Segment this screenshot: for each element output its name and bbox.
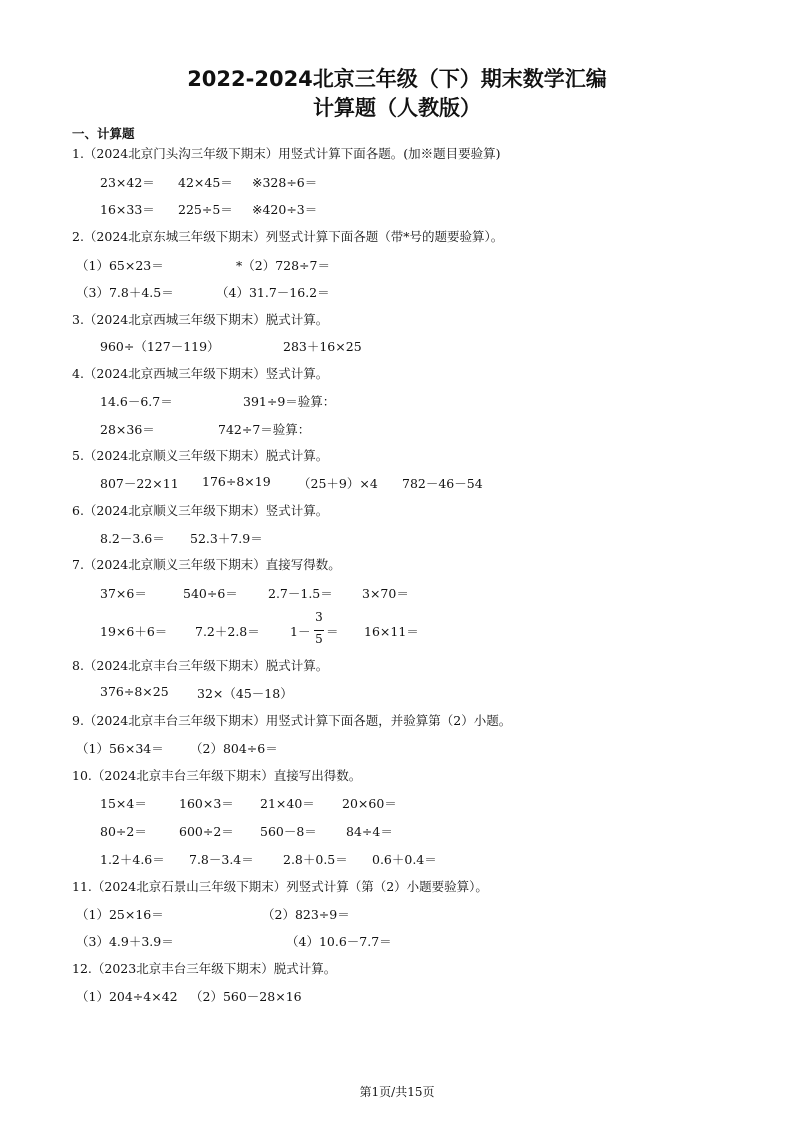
math-item: 84÷4＝	[346, 824, 393, 839]
math-item: 8.2－3.6＝	[100, 531, 165, 546]
math-item: 376÷8×25	[100, 684, 169, 699]
math-item: 80÷2＝	[100, 824, 147, 839]
math-item: （4）31.7－16.2＝	[216, 285, 330, 300]
math-item: 32×（45－18）	[197, 686, 293, 701]
math-item: 37×6＝	[100, 586, 147, 601]
math-item: 16×11＝	[364, 624, 419, 639]
question-stem: 11.（2024北京石景山三年级下期末）列竖式计算（第（2）小题要验算）。	[72, 879, 488, 894]
math-item: 391÷9＝验算：	[243, 394, 336, 409]
math-item: 7.8－3.4＝	[189, 852, 254, 867]
document-subtitle: 计算题（人教版）	[313, 96, 481, 120]
math-item: （2）804÷6＝	[190, 741, 278, 756]
math-item: 21×40＝	[260, 796, 315, 811]
math-item: （25＋9）×4	[298, 476, 378, 491]
question-stem: 9.（2024北京丰台三年级下期末）用竖式计算下面各题，并验算第（2）小题。	[72, 713, 512, 728]
math-item: 2.8＋0.5＝	[283, 852, 348, 867]
fraction-numerator: 3	[315, 610, 323, 624]
question-stem: 6.（2024北京顺义三年级下期末）竖式计算。	[72, 503, 329, 518]
math-item: （3）4.9＋3.9＝	[76, 934, 174, 949]
math-item: 7.2＋2.8＝	[195, 624, 260, 639]
math-item: （2）560－28×16	[190, 989, 302, 1004]
math-item: 1.2＋4.6＝	[100, 852, 165, 867]
page-footer: 第1页/共15页	[359, 1085, 435, 1099]
math-item: *（2）728÷7＝	[236, 258, 330, 273]
question-stem: 1.（2024北京门头沟三年级下期末）用竖式计算下面各题。(加※题目要验算)	[72, 146, 501, 161]
math-item: 176÷8×19	[202, 474, 271, 489]
math-item: 23×42＝	[100, 175, 155, 190]
math-item: 742÷7＝验算：	[218, 422, 311, 437]
question-stem: 3.（2024北京西城三年级下期末）脱式计算。	[72, 312, 329, 327]
math-item: （1）25×16＝	[76, 907, 164, 922]
question-stem: 10.（2024北京丰台三年级下期末）直接写出得数。	[72, 768, 362, 783]
math-item: 28×36＝	[100, 422, 155, 437]
math-item: （1）56×34＝	[76, 741, 164, 756]
math-item: 3×70＝	[362, 586, 409, 601]
math-item: （1）204÷4×42	[76, 989, 178, 1004]
math-item: （3）7.8＋4.5＝	[76, 285, 174, 300]
math-item: 0.6＋0.4＝	[372, 852, 437, 867]
document-title: 2022-2024北京三年级（下）期末数学汇编	[187, 67, 607, 91]
math-item: 160×3＝	[179, 796, 234, 811]
math-item: 16×33＝	[100, 202, 155, 217]
math-item: 600÷2＝	[179, 824, 234, 839]
math-item: （4）10.6－7.7＝	[286, 934, 392, 949]
math-item: 807－22×11	[100, 476, 179, 491]
math-item: ※420÷3＝	[252, 202, 318, 217]
math-item: ※328÷6＝	[252, 175, 318, 190]
question-stem: 12.（2023北京丰台三年级下期末）脱式计算。	[72, 961, 337, 976]
math-item: 2.7－1.5＝	[268, 586, 333, 601]
question-stem: 2.（2024北京东城三年级下期末）列竖式计算下面各题（带*号的题要验算）。	[72, 229, 504, 244]
math-item: 283＋16×25	[283, 339, 362, 354]
math-item: 960÷（127－119）	[100, 339, 220, 354]
math-item: 20×60＝	[342, 796, 397, 811]
fraction-bar	[314, 630, 324, 631]
fraction-denominator: 5	[315, 632, 323, 646]
question-stem: 7.（2024北京顺义三年级下期末）直接写得数。	[72, 557, 341, 572]
question-stem: 8.（2024北京丰台三年级下期末）脱式计算。	[72, 658, 329, 673]
math-item: 42×45＝	[178, 175, 233, 190]
math-item: 52.3＋7.9＝	[190, 531, 263, 546]
math-item: 540÷6＝	[183, 586, 238, 601]
math-item: 14.6－6.7＝	[100, 394, 173, 409]
math-item: 225÷5＝	[178, 202, 233, 217]
math-item: （1）65×23＝	[76, 258, 164, 273]
math-item: 782－46－54	[402, 476, 483, 491]
math-item: 560－8＝	[260, 824, 317, 839]
section-heading: 一、计算题	[72, 126, 135, 141]
math-item: （2）823÷9＝	[262, 907, 350, 922]
fraction-equals: ＝	[326, 624, 339, 639]
question-stem: 5.（2024北京顺义三年级下期末）脱式计算。	[72, 448, 329, 463]
question-stem: 4.（2024北京西城三年级下期末）竖式计算。	[72, 366, 329, 381]
math-item: 15×4＝	[100, 796, 147, 811]
math-item: 19×6＋6＝	[100, 624, 168, 639]
fraction-whole: 1－	[290, 624, 311, 639]
